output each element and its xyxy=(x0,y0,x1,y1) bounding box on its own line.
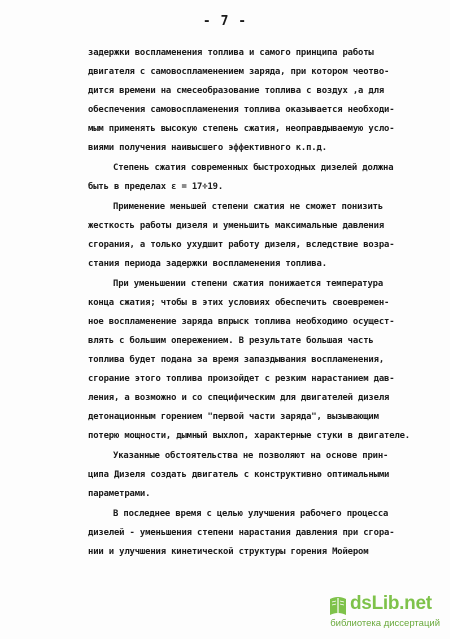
page-number: - 7 - xyxy=(202,14,248,29)
text-line-15: ное воспламенение заряда впрыск топлива необходимо осущест- xyxy=(88,317,395,327)
text-line-3: дится времени на смесеобразование топлива с воздух ,а для xyxy=(88,86,385,96)
text-line-19: ления, а возможно и со специфическим для двигателей дизеля xyxy=(88,393,390,403)
text-line-7: Степень сжатия современных быстроходных дизелей должна xyxy=(113,163,394,173)
text-line-6: виями получения наивысшего эффективного к.п.д. xyxy=(88,143,327,153)
text-line-17: топлива будет подана за время запаздывания воспламенения, xyxy=(88,355,385,365)
text-line-18: сгорание этого топлива произойдет с резким нарастанием дав- xyxy=(88,374,395,384)
dslib-watermark[interactable] xyxy=(328,593,440,631)
text-line-20: детонационным горением "первой части заряда", вызывающим xyxy=(88,412,379,422)
text-line-26: дизелей - уменьшения степени нарастания давления при сгора- xyxy=(88,528,395,538)
text-line-1: задержки воспламенения топлива и самого принципа работы xyxy=(88,48,374,58)
text-line-21: потерю мощности, дымный выхлоп, характерные стуки в двигателе. xyxy=(88,431,410,441)
text-line-27: нии и улучшения кинетической структуры горения Мойером xyxy=(88,547,369,557)
watermark-subtitle: библиотека диссертаций xyxy=(330,618,440,629)
dslib-logo-icon xyxy=(328,595,348,617)
text-line-8: быть в пределах ε = 17÷19. xyxy=(88,182,224,192)
text-line-24: параметрами. xyxy=(88,489,151,499)
text-line-23: ципа Дизеля создать двигатель с конструктивно оптимальными xyxy=(88,470,390,480)
text-line-25: В последнее время с целью улучшения рабочего процесса xyxy=(113,509,389,519)
text-line-5: мым применять высокую степень сжатия, неоправдываемую усло- xyxy=(88,124,395,134)
text-line-13: При уменьшении степени сжатия понижается температура xyxy=(113,279,384,289)
text-line-22: Указанные обстоятельства не позволяют на основе прин- xyxy=(113,451,389,461)
text-line-2: двигателя с самовоспламенением заряда, при котором чеотво- xyxy=(88,67,390,77)
text-line-11: сгорания, а только ухудшит работу дизеля, вследствие возра- xyxy=(88,240,395,250)
text-line-10: жесткость работы дизеля и уменьшить максимальные давления xyxy=(88,221,385,231)
text-line-14: конца сжатия; чтобы в этих условиях обеспечить своевремен- xyxy=(88,298,390,308)
watermark-title: dsLib.net xyxy=(350,593,432,614)
text-line-12: стания периода задержки воспламенения топлива. xyxy=(88,259,327,269)
text-line-16: влять с большим опережением. В результате большая часть xyxy=(88,336,374,346)
text-line-4: обеспечения самовоспламенения топлива оказывается необходи- xyxy=(88,105,395,115)
text-line-9: Применение меньшей степени сжатия не сможет понизить xyxy=(113,202,384,212)
